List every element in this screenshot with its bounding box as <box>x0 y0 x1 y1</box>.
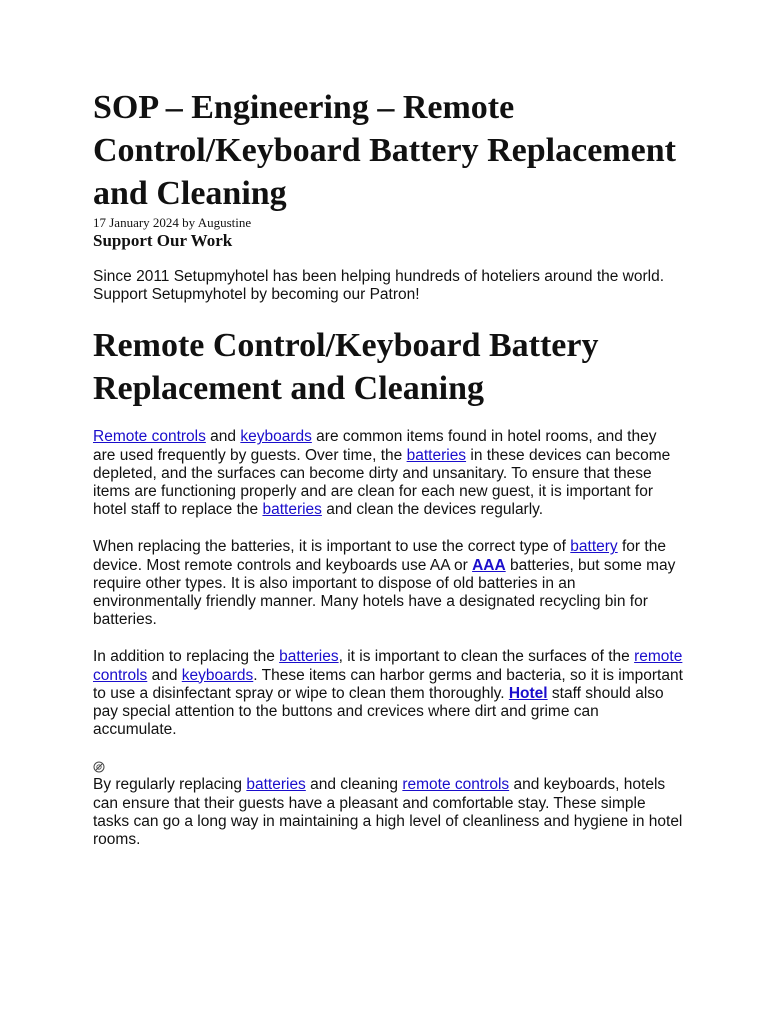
article <box>93 86 683 868</box>
text-span: By regularly replacing <box>93 776 247 794</box>
paragraph-conclusion <box>93 776 683 849</box>
link-remote-controls[interactable]: remote controls <box>93 648 683 684</box>
link-keyboards[interactable]: keyboards <box>181 666 254 684</box>
link-remote-controls[interactable]: remote controls <box>402 776 510 794</box>
link-batteries[interactable]: batteries <box>262 501 322 519</box>
text-span: batteries, but some may require other types. It is also important to dispose of old batteries in an environmentally friendly manner. Many hotels have a designated recycling bin for batteries. <box>93 556 676 629</box>
link-aaa[interactable]: AAA <box>472 556 506 574</box>
link-keyboards[interactable]: keyboards <box>240 428 312 446</box>
text-span: in these devices can become depleted, and the surfaces can become dirty and unsanitary. To ensure that these items are functioning properly and are clean for each new guest, it is important for hotel staff to replace the <box>93 446 671 519</box>
text-span: for the device. Most remote controls and keyboards use AA or <box>93 538 666 574</box>
text-span: and keyboards, hotels can ensure that their guests have a pleasant and comfortable stay. These simple tasks can go a long way in maintaining a high level of cleanliness and hygiene in hotel rooms. <box>93 776 683 849</box>
text-span: and cleaning <box>305 776 403 794</box>
link-batteries[interactable]: batteries <box>246 776 306 794</box>
section-heading: Remote Control/Keyboard Battery Replacement and Cleaning <box>93 327 599 408</box>
link-battery[interactable]: battery <box>570 538 618 556</box>
text-span: and <box>205 428 241 446</box>
text-span: and clean the devices regularly. <box>321 501 544 519</box>
paragraph-replacing <box>93 538 683 629</box>
link-hotel[interactable]: Hotel <box>508 684 548 702</box>
support-heading: Support Our Work <box>93 231 233 250</box>
text-span: . These items can harbor germs and bacteria, so it is important to use a disinfectant spray or wipe to clean them thoroughly. <box>93 666 683 702</box>
text-span: In addition to replacing the <box>93 648 280 666</box>
broken-image-icon <box>93 761 105 773</box>
link-remote-controls[interactable]: Remote controls <box>93 428 206 446</box>
paragraph-intro <box>93 428 683 519</box>
text-span: and <box>147 666 182 684</box>
link-batteries[interactable]: batteries <box>279 648 339 666</box>
image-placeholder <box>93 758 683 776</box>
page-title: SOP – Engineering – Remote Control/Keyboard Battery Replacement and Cleaning <box>93 89 676 212</box>
support-text: Since 2011 Setupmyhotel has been helping hundreds of hoteliers around the world. Support Setupmyhotel by becoming our Patron! <box>93 268 665 304</box>
text-span: , it is important to clean the surfaces of the <box>338 648 635 666</box>
text-span: staff should also pay special attention to the buttons and crevices where dirt and grime can accumulate. <box>93 684 664 739</box>
link-batteries[interactable]: batteries <box>406 446 467 464</box>
paragraph-cleaning <box>93 648 683 739</box>
text-span: When replacing the batteries, it is important to use the correct type of <box>93 538 571 556</box>
byline: 17 January 2024 by Augustine <box>93 215 252 230</box>
text-span: are common items found in hotel rooms, and they are used frequently by guests. Over time, the <box>93 428 657 464</box>
